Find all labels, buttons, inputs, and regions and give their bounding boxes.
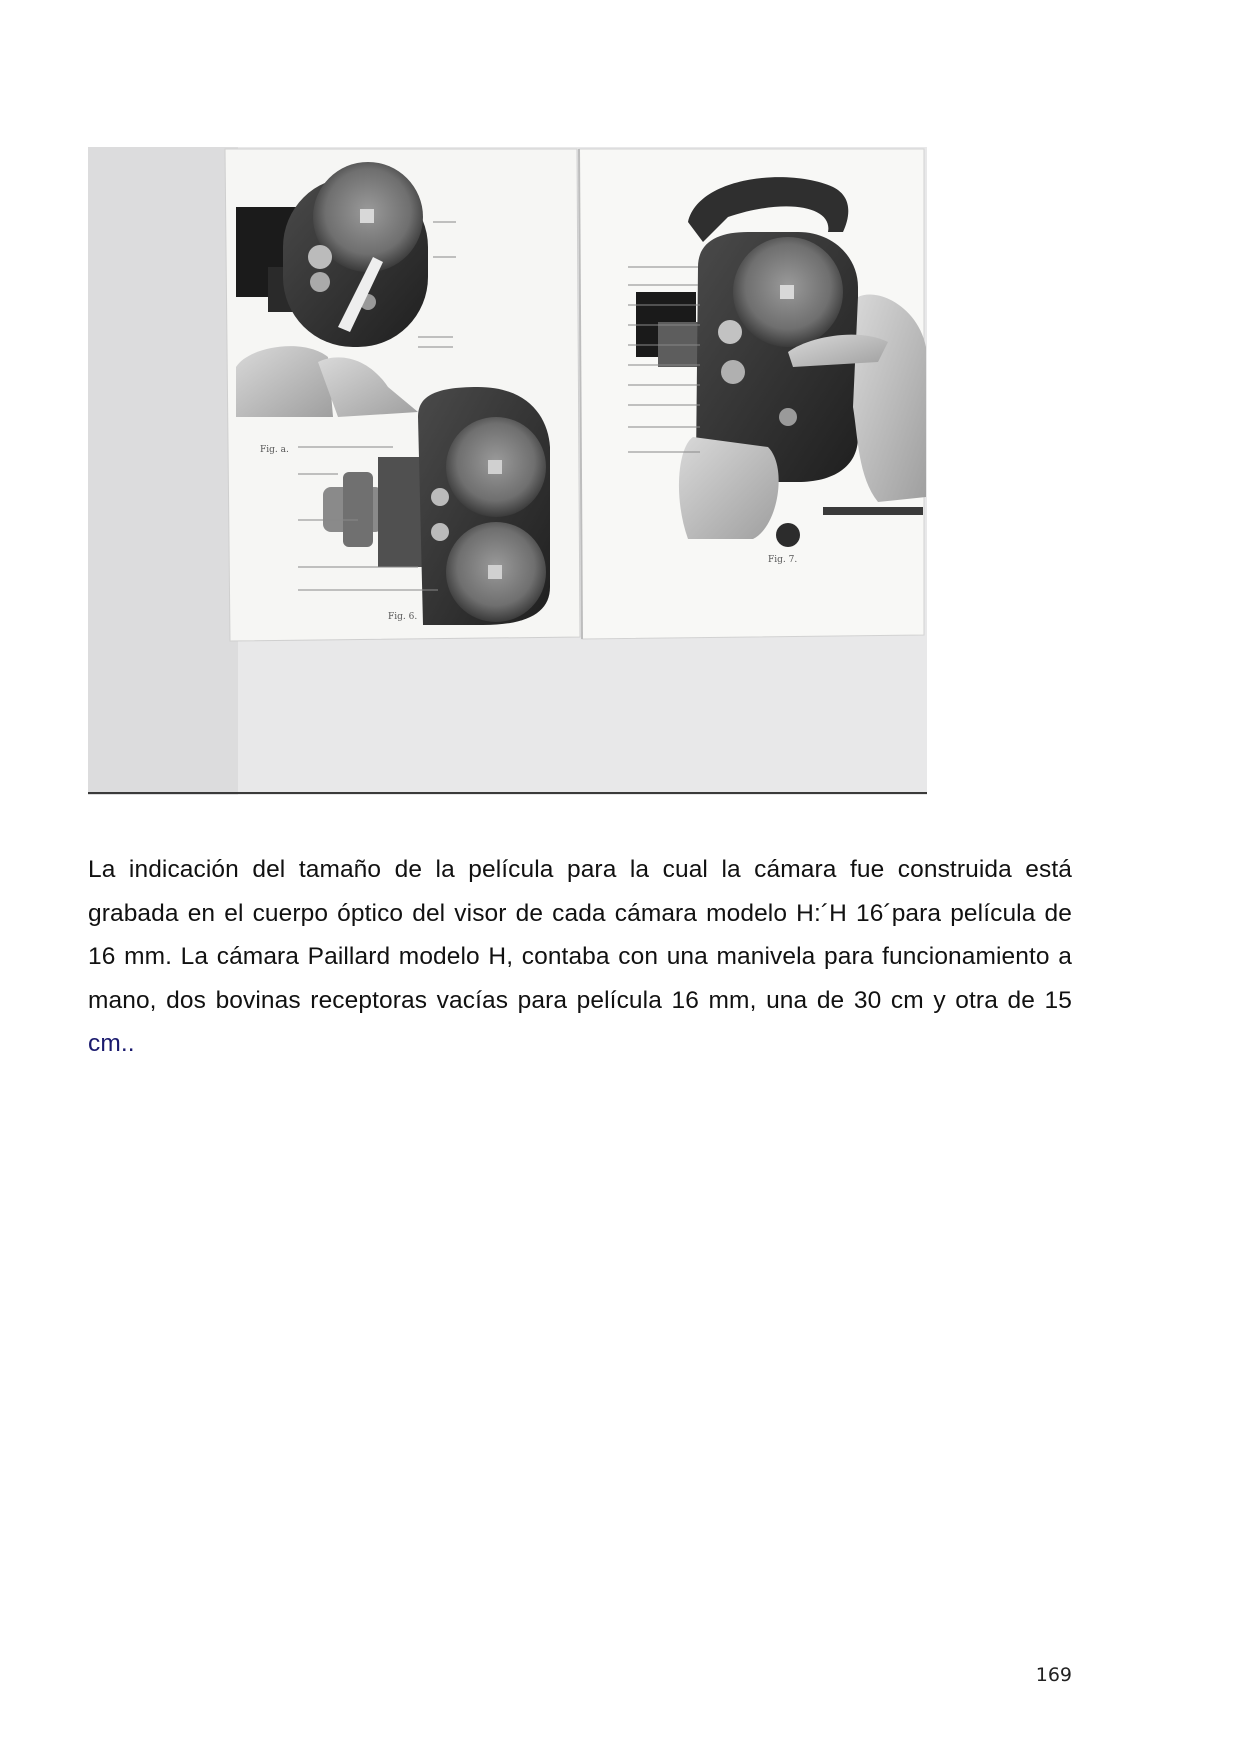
camera-manual-scan [88, 147, 927, 795]
fig-label-6: Fig. 6. [388, 612, 418, 622]
paragraph-main-text: La indicación del tamaño de la película para la cual la cámara fue construida está grabada en el cuerpo óptico del visor de cada cámara modelo H:´H 16´para película de 16 mm. La cámara Paillard modelo H, contaba con una manivela para funcionamiento a mano, dos bovinas receptoras vacías para película 16 mm, una de 30 cm y otra de 15 [88, 856, 1072, 1014]
paragraph-tail-text: cm.. [88, 1030, 135, 1057]
body-paragraph [88, 848, 1072, 1066]
fig-label-a: Fig. a. [260, 445, 289, 455]
camera-manual-photo [88, 147, 927, 795]
fig-label-7: Fig. 7. [768, 555, 798, 565]
page-number: 169 [1035, 1664, 1072, 1686]
